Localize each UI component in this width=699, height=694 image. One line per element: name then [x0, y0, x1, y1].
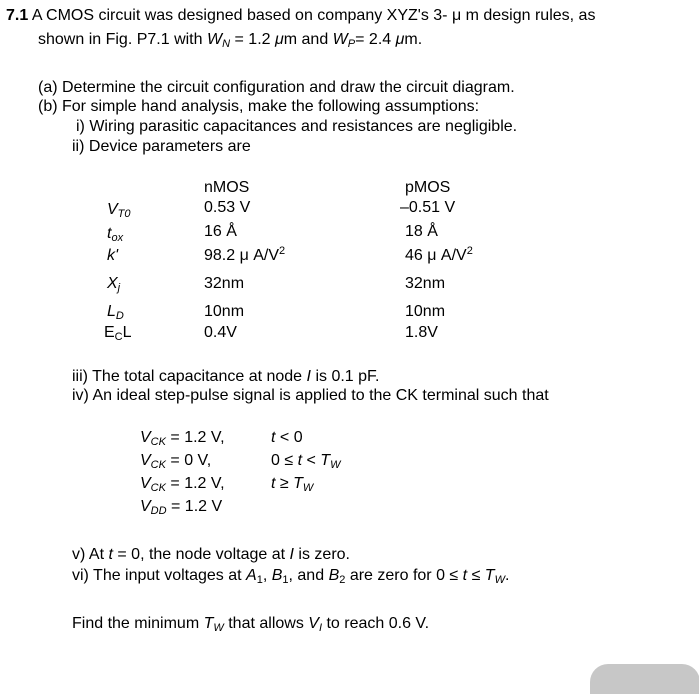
find-question: Find the minimum $T_W$ that allows $V_I$ to reach 0.6 V.	[72, 615, 430, 634]
problem-number: 7.1	[6, 7, 29, 24]
equation-vck-1: $V_{CK} = 1.2$ V,	[140, 429, 225, 448]
param-ld-nmos: 10nm	[204, 303, 245, 320]
param-k-label: k'	[107, 247, 119, 264]
table-header-nmos: nMOS	[204, 179, 250, 196]
param-ld-pmos: 10nm	[405, 303, 446, 320]
assumption-i: i) Wiring parasitic capacitances and resistances are negligible.	[76, 118, 518, 135]
param-ld-label: $L_D$	[107, 303, 124, 322]
param-ecl-nmos: 0.4V	[204, 324, 237, 341]
equation-vck-2: $V_{CK} = 0$ V,	[140, 452, 212, 471]
assumption-ii: ii) Device parameters are	[72, 138, 251, 155]
equation-vdd: $V_{DD} = 1.2$ V	[140, 498, 223, 517]
equation-vck-3: $V_{CK} = 1.2$ V,	[140, 475, 225, 494]
assumption-v: v) At t = 0, the node voltage at I is zero.	[72, 546, 350, 563]
param-tox-pmos: 18 Å	[405, 223, 438, 240]
assumption-iv: iv) An ideal step-pulse signal is applied to the CK terminal such that	[72, 387, 549, 404]
param-tox-label: $t_{ox}$	[107, 225, 124, 244]
param-vt0-pmos: –0.51 V	[400, 199, 456, 216]
assumption-vi: vi) The input voltages at $A_1$, $B_1$, and $B_2$ are zero for $0 \le t \le T_W$.	[72, 567, 510, 586]
condition-2: $0 \le t < T_W$	[271, 452, 341, 471]
param-k-pmos: 46 μ $A/V^2$	[405, 245, 473, 264]
part-a: (a) Determine the circuit configuration and draw the circuit diagram.	[38, 79, 515, 96]
param-ecl-pmos: 1.8V	[405, 324, 438, 341]
param-vt0-nmos: 0.53 V	[204, 199, 251, 216]
condition-3: $t \ge T_W$	[271, 475, 314, 494]
param-xj-nmos: 32nm	[204, 275, 245, 292]
part-b: (b) For simple hand analysis, make the following assumptions:	[38, 98, 480, 115]
condition-1: t < 0	[271, 429, 303, 446]
problem-statement-line-2: shown in Fig. P7.1 with $W_N = 1.2$ μm and $W_P= 2.4$ μm.	[38, 31, 423, 50]
problem-text-1: A CMOS circuit was designed based on company XYZ's 3- μ m design rules, as	[31, 7, 596, 24]
param-tox-nmos: 16 Å	[204, 223, 237, 240]
param-xj-label: $X_j$	[107, 275, 121, 294]
param-ecl-label: $E_CL$	[104, 324, 132, 343]
assumption-iii: iii) The total capacitance at node I is 0.1 pF.	[72, 368, 380, 385]
param-k-nmos: 98.2 μ $A/V^2$	[204, 245, 286, 264]
table-header-pmos: pMOS	[405, 179, 451, 196]
param-vt0-label: $V_{T0}$	[107, 201, 131, 220]
problem-statement-line-1	[6, 6, 595, 26]
param-xj-pmos: 32nm	[405, 275, 446, 292]
scroll-handle[interactable]	[590, 664, 699, 694]
